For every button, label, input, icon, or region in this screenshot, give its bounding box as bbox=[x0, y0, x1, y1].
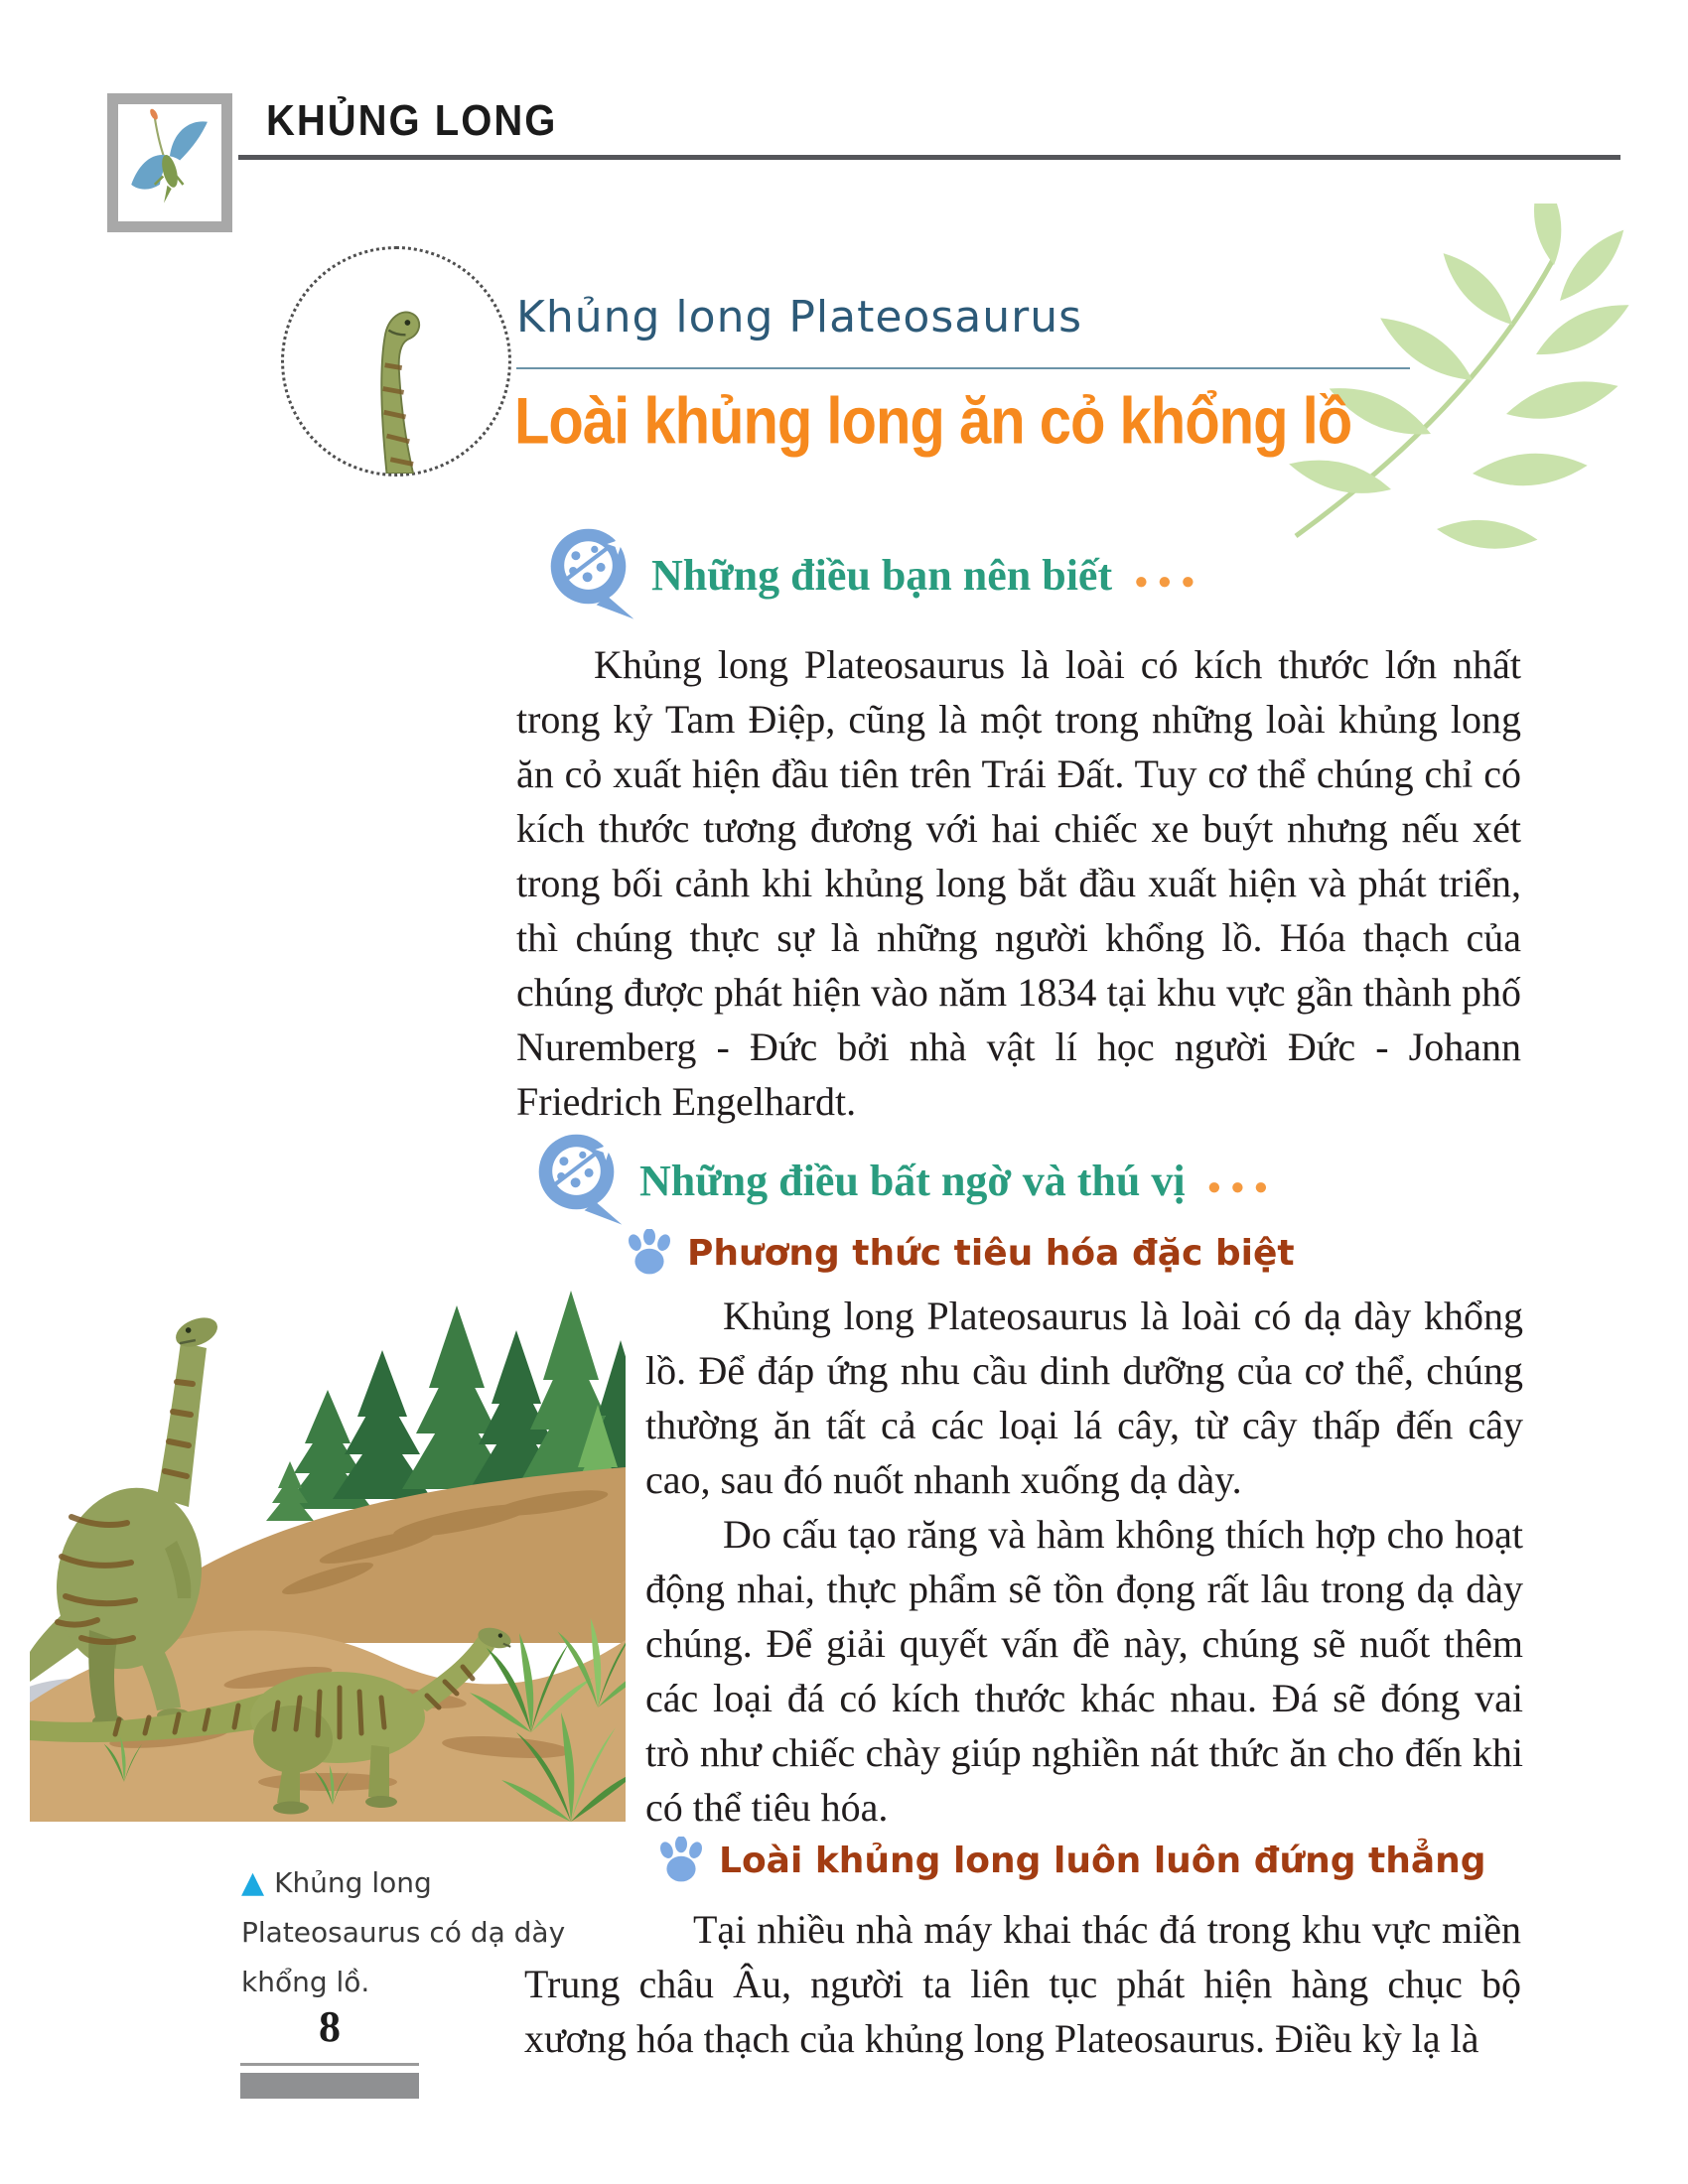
digestion-paragraph-2: Do cấu tạo răng và hàm không thích hợp cho hoạt động nhai, thực phẩm sẽ tồn đọng rất lâu trong dạ dày chúng. Để giải quyết vấn đề này, chúng sẽ nuốt thêm các loại đá có kích thước khác nhau. Đá sẽ đóng vai trò như chiếc chày giúp nghiền nát thức ăn cho đến khi có thể tiêu hóa. bbox=[645, 1512, 1523, 1830]
section-know-heading bbox=[548, 526, 1204, 624]
header-divider bbox=[238, 155, 1620, 160]
subheading-posture bbox=[655, 1837, 1486, 1884]
plateosaurus-head-icon bbox=[322, 285, 471, 474]
heading-dots: ●●● bbox=[1206, 1174, 1278, 1200]
ladybug-speech-bubble-icon bbox=[536, 1132, 626, 1230]
book-title: KHỦNG LONG bbox=[266, 97, 558, 145]
page-number-rule bbox=[240, 2063, 419, 2066]
section-fun-heading bbox=[536, 1132, 1277, 1230]
section-know-title: Những điều bạn nên biết bbox=[651, 551, 1113, 600]
subheading-digestion bbox=[624, 1229, 1295, 1277]
subheading-digestion-title: Phương thức tiêu hóa đặc biệt bbox=[687, 1232, 1295, 1274]
figure-caption bbox=[241, 1858, 579, 2007]
page-number-bar bbox=[240, 2073, 419, 2099]
digestion-paragraph-1: Khủng long Plateosaurus là loài có dạ dày khổng lồ. Để đáp ứng nhu cầu dinh dưỡng của cơ thể, chúng thường ăn tất cả các loại lá cây, từ cây thấp đến cây cao, sau đó nuốt nhanh xuống dạ dày. bbox=[645, 1294, 1523, 1502]
subheading-posture-title: Loài khủng long luôn luôn đứng thẳng bbox=[719, 1840, 1486, 1881]
page-number: 8 bbox=[319, 2002, 341, 2051]
page-title: Loài khủng long ăn cỏ khổng lồ bbox=[514, 384, 1352, 459]
dotted-circle-badge bbox=[281, 246, 511, 477]
pterosaur-photo-frame bbox=[107, 93, 232, 232]
paw-print-icon bbox=[655, 1837, 707, 1884]
paw-print-icon bbox=[624, 1229, 675, 1277]
section-fun-title: Những điều bất ngờ và thú vị bbox=[639, 1157, 1186, 1205]
ladybug-speech-bubble-icon bbox=[548, 526, 637, 624]
plateosaurus-scene-image bbox=[30, 1281, 626, 1822]
pterosaur-icon bbox=[118, 104, 221, 221]
know-paragraph: Khủng long Plateosaurus là loài có kích thước lớn nhất trong kỷ Tam Điệp, cũng là một trong những loài khủng long ăn cỏ xuất hiện đầu tiên trên Trái Đất. Tuy cơ thể chúng chỉ có kích thước tương đương với hai chiếc xe buýt nhưng nếu xét trong bối cảnh khi khủng long bắt đầu xuất hiện và phát triển, thì chúng thực sự là những người khổng lồ. Hóa thạch của chúng được phát hiện vào năm 1834 tại khu vực gần thành phố Nuremberg - Đức bởi nhà vật lí học người Đức - Johann Friedrich Engelhardt. bbox=[516, 642, 1521, 1124]
species-subtitle: Khủng long Plateosaurus bbox=[516, 292, 1083, 342]
subtitle-underline bbox=[516, 367, 1410, 369]
triangle-up-icon: ▲ bbox=[241, 1865, 265, 1900]
heading-dots: ●●● bbox=[1134, 569, 1204, 595]
figure-caption-text: Khủng long Plateosaurus có dạ dày khổng lồ. bbox=[241, 1866, 566, 1998]
posture-paragraph: Tại nhiều nhà máy khai thác đá trong khu vực miền Trung châu Âu, người ta liên tục phát hiện hàng chục bộ xương hóa thạch của khủng long Plateosaurus. Điều kỳ lạ là bbox=[524, 1907, 1521, 2061]
